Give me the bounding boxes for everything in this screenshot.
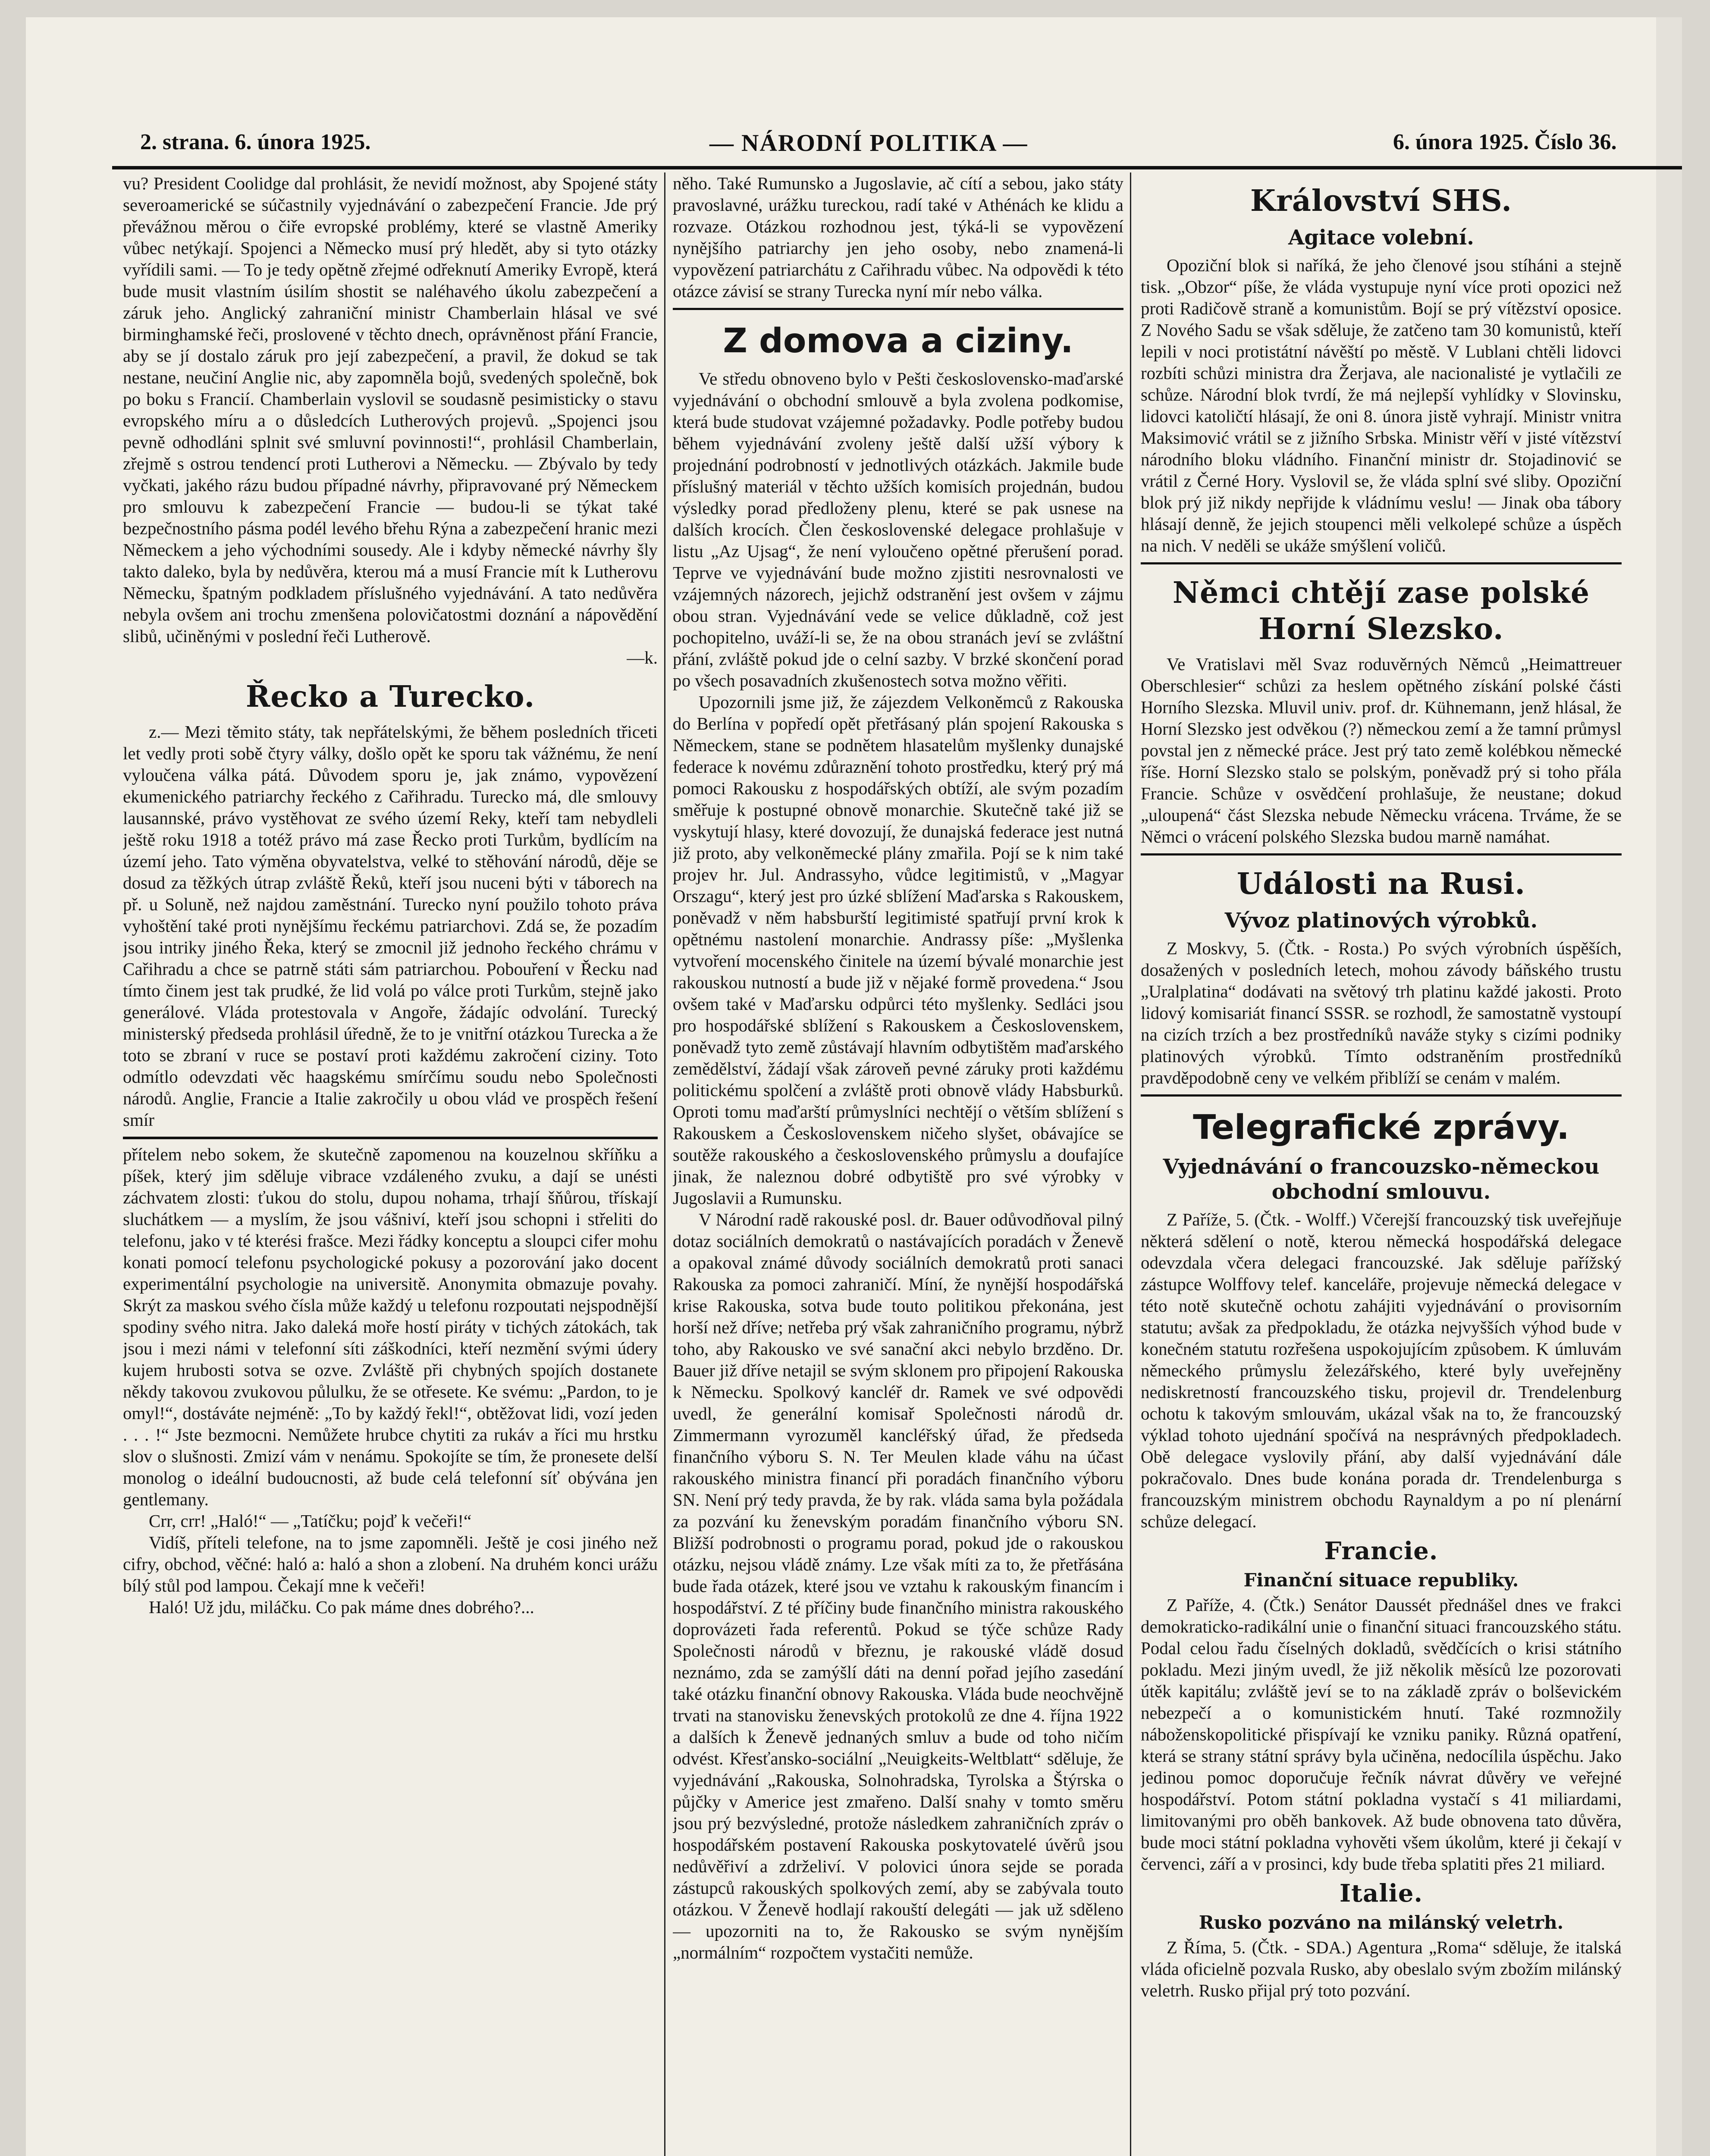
heading-nemci-horni-slezsko: Němci chtějí zase polské Horní Slezsko. — [1172, 576, 1590, 646]
header-date-right: 6. února 1925. Číslo 36. — [1393, 130, 1617, 154]
section-separator — [673, 308, 1123, 310]
heading-italie: Italie. — [1339, 1879, 1423, 1908]
feuilleton-text: přítelem nebo sokem, že skutečně zapomenou na kouzelnou skříňku a píšek, který jim sděluje vibrace vzdáleného zvuku, a dají se unésti záchvatem zlosti: ťukou do stolu, dupou nohama, trhají šňůrou, třískají sluchátkem — a myslím, že jsou vášniví, kteří jsou schopni i střeliti do telefonu, jako v té kterési frašce. Mezi řádky konceptu a sloupci cifer mohu konati pomocí telefonu psychologické pokusy a pozorování jako docent experimentální psychologie na universitě. Anonymita obmazuje povahy. Skrýt za maskou svého čísla může každý u telefonu rozpoutati nejspodnější spodiny svého nitra. Jako daleká moře hostí piráty v tichých zátokách, tak jsou i mezi námi v telefonní síti záškodníci, kteří nezmění svými údery kujem hrubosti sotva se ozve. Zvláště při chybných spojích dostanete někdy takovou zvukovou půlulku, že se otřesete. Ke svému: „Pardon, to je omyl!“, dostáváte nejméně: „To by každý řekl!“, obtěžovat lidi, vozí jeden . . . !“ Jste bezmocni. Nemůžete hrubce chytiti za rukáv a říci mu hrstku slov o slušnosti. Zmizí vám v nenámu. Spokojíte se tím, že pronesete delší monolog o ideální budoucnosti, až bude celá telefonní síť obývána jen gentlemany. — [123, 1144, 658, 1509]
article-shs-text: Opoziční blok si naříká, že jeho členové jsou stíháni a stejně tisk. „Obzor“ píše, že vláda vystupuje nyní více proti opozici než proti Radičově straně a komunistům. Bojí se prý vítězství oposice. Z Nového Sadu se však sděluje, že zatčeno tam 30 komunistů, kteří lepili v noci protistátní návěští po městě. V Lublani chtěli lidovci rozbíti schůzi ministra dra Žerjava, ale nacionalisté je vytlačili ze schůze. Národní blok tvrdí, že má nejlepší vyhlídky v Slovinsku, lidovci katoličtí hlásají, že oni 8. února jistě vyhrají. Ministr vnitra Maksimović vrátil se z jižního Srbska. Ministr věří v jisté vítězství národního bloku vládního. Finanční ministr dr. Stojadinović se vrátil z Černé Hory. Vyslovil se, že vláda splní své sliby. Opoziční blok prý již nikdy nepřijde k vládnímu veslu! — Jinak oba tábory hlásají denně, že jejich stoupenci měli velkolepé schůze a úspěch na nich. V neděli se ukáže smýšlení voličů. — [1141, 255, 1622, 555]
domova-paragraph-2: Upozornili jsme již, že zájezdem Velkoněmců z Rakouska do Berlína v popředí opět přetřásaný plán spojení Rakouska s Německem, stane se podnětem hlasatelům myšlenky dunajské federace k novému zdůraznění tohoto prostředku, který prý má pomoci Rakousku z hospodářských obtíží, ale svým pozadím směřuje k postupné obnově monarchie. Skutečně také již se vyskytují hlasy, které dovozují, že dunajská federace jest nutná již proto, aby velkoněmecké plány zmařila. Pojí se k nim také projev hr. Jul. Andrassyho, vůdce legitimistů, v „Magyar Orszagu“, který jest pro úzké sblížení Maďarska s Rakouskem, poněvadž v něm habsburští legitimisté spatřují první krok k opětnému nastolení monarchie. Andrassy píše: „Myšlenka vytvoření mocenského činitele na území bývalé monarchie jest rakouskou nutností a bude již v nějaké formě provedena.“ Jsou ovšem také v Maďarsku odpůrci této myšlenky. Sedláci jsou pro hospodářské sblížení s Rakouskem a Československem, poněvadž tyto země zůstávají hlavním odbytištěm maďarského zemědělství, žádají však zároveň pevné záruky proti každému politickému spolčení a zvláště proti obnově vlády Habsburků. Oproti tomu maďarští průmyslníci nechtějí o větším sblížení s Rakouskem a Československem ničeho slyšet, obávajíce se soutěže rakouského a československého průmyslu a doufajíce jinak, že naleznou dobré odbytiště pro své výrobky v Jugoslavii a Rumunsku. — [673, 692, 1123, 1208]
header-date-left: 2. strana. 6. února 1925. — [140, 130, 371, 154]
heading-udalosti-na-rusi: Události na Rusi. — [1236, 867, 1526, 901]
heading-z-domova-a-ciziny: Z domova a ciziny. — [723, 322, 1073, 360]
article-recko-text: z.— Mezi těmito státy, tak nepřátelskými, že během posledních třiceti let vedly proti sobě čtyry války, došlo opět ke sporu tak vážnému, že není vyloučena válka pátá. Důvodem sporu je, jak známo, vypovězení ekumenického patriarchy řeckého z Cařihradu. Turecko má, dle smlouvy lausannské, právo vystěhovat ze svého území Reky, kteří tam nebydleli ještě roku 1918 a totéž právo má zase Řecko proti Turkům, bydlícím na území jeho. Tato výměna obyvatelstva, velké to stěhování národů, děje se dosud za těžkých útrap zvláště Řeků, kteří jsou nuceni býti v táborech na př. u Soluně, než najdou zaměstnání. Turecko nyní použilo tohoto práva vyhoštění také proti nynějšímu řeckému patriarchovi. Zdá se, že pozadím jsou intriky jiného Řeka, který se zmocnil již jednoho řeckého chrámu v Cařihradu a chce se patrně státi sám patriarchou. Pobouření v Řecku nad tímto činem jest tak prudké, že lid volá po válce proti Turkům, stejně jako generálové. Vláda protestovala v Angoře, žádajíc odvolání. Turecký ministerský předseda prohlásil úředně, že to je vnitřní otázkou Turecka a že toto se zbraní v ruce se postaví proti každému zakročení ciziny. Toto odmítlo odevzdati věc haagskému smírčímu soudu nebo Společnosti národů. Anglie, Francie a Italie zakročily u obou vlád ve prospěch řešení smír — [123, 722, 658, 1130]
feuilleton-dialog: Crr, crr! „Haló!“ — „Tatíčku; pojď k večeři!“ — [149, 1511, 472, 1531]
article-rusi-text: Z Moskvy, 5. (Čtk. - Rosta.) Po svých výrobních úspěších, dosažených v posledních letech, mohou závody báňského trustu „Uralplatina“ dodávati na světový trh platinu každé jakosti. Proto lidový komisariát financí SSSR. se rozhodl, že samostatně vystoupí na cizích trzích a bez prostředníků naváže styky s cizími podniky platinových výrobků. Tímto odstraněním prostředníků pravděpodobně ceny ve velkém přiblíží se cenám v malém. — [1141, 938, 1622, 1087]
section-separator — [1141, 1094, 1622, 1097]
column-divider-2 — [1130, 172, 1131, 2156]
feuilleton-ending: Haló! Už jdu, miláčku. Co pak máme dnes dobrého?... — [149, 1597, 534, 1617]
article-italie-text: Z Říma, 5. (Čtk. - SDA.) Agentura „Roma“ sděluje, že italská vláda oficielně pozvala Rusko, aby obeslalo svým zbožím milánský veletrh. Rusko přijal prý toto pozvání. — [1141, 1937, 1622, 2000]
heading-recko-a-turecko: Řecko a Turecko. — [245, 680, 535, 714]
column-divider-1 — [664, 172, 665, 2156]
domova-paragraph-3: V Národní radě rakouské posl. dr. Bauer odůvodňoval pilný dotaz sociálních demokratů o nastávajících poradách v Ženevě a opakoval známé důvody sociálních demokratů proti sanaci Rakouska za pomoci zahraničí. Míní, že nynější hospodářská krise Rakouska, sotva bude touto politikou překonána, jest horší než dříve; netřeba prý však zahraničního programu, nýbrž toho, aby Rakousko ve své sanační akci nebylo brzděno. Dr. Bauer již dříve netajil se svým sklonem pro připojení Rakouska k Německu. Spolkový kancléř dr. Ramek ve své odpovědi uvedl, že generální komisař Společnosti národů dr. Zimmermann vyrozuměl kancléřský úřad, že předseda finančního výboru S. N. Ter Meulen klade váhu na účast rakouského ministra financí při poradách finančního výboru SN. Není prý tedy pravda, že by rak. vláda sama byla požádala za pozvání ku ženevským poradám finančního výboru SN. Bližší podrobnosti o programu porad, pokud jde o rakouskou otázku, nejsou vládě známy. Lze však míti za to, že přetřásána bude řada otázek, které jsou ve vztahu k rakouským financím i hospodářství. Z té příčiny bude finančního ministra rakouského doprovázeti řada referentů. Pokud se týče schůze Rady Společnosti národů v březnu, je rakouské vládě dosud neznámo, zda se zamýšlí dáti na denní pořad jejího zasedání také otázku finanční obnovy Rakouska. Vláda bude neochvějně trvati na stanovisku ženevských protokolů ze dne 4. října 1922 a dalších k Ženevě jednaných smluv a bude od toho ničím odvést. Křesťansko-sociální „Neuigkeits-Weltblatt“ sděluje, že vyjednávání „Rakouska, Solnohradska, Tyrolska a Štýrska o půjčky v Americe jest zmařeno. Další snahy v tomto směru jsou prý bezvýsledné, protože následkem zahraničních zpráv o hospodářském postavení Rakouska poskytovatelé úvěrů jsou nedůvěřiví a zdrželiví. V polovici února sejde se porada zástupců rakouských spolkových zemí, aby se zabývala touto otázkou. V Ženevě hodlají rakouští delegáti — jak už sděleno — upozorniti na to, že Rakousko se svým nynějším „normálním“ rozpočtem vystačiti nemůže. — [673, 1210, 1123, 1962]
article-signature: —k. — [627, 648, 658, 667]
column-2 — [673, 172, 1123, 2156]
subheading-vyvoz-platinovych-vyrobku: Vývoz platinových výrobků. — [1224, 909, 1538, 933]
heading-francie: Francie. — [1324, 1537, 1438, 1565]
article-francie-text: Z Paříže, 4. (Čtk.) Senátor Daussét přednášel dnes ve frakci demokraticko-radikální unie o finanční situaci francouzského státu. Podal celou řadu číselných dokladů, svědčících o krisi státního pokladu. Mezi jiným uvedl, že již několik měsíců lze pozorovati útěk kapitálu; zvláště jeví se to na základě zpráv o bolševickém nebezpečí a o komunistickém hnutí. Také rozmnožily náboženskopolitické přispívají ke vzniku paniky. Různá opatření, která se strany státní správy byla učiněna, nedocílila úspěchu. Jako jedinou pomoc doporučuje řečník návrat důvěry ve veřejné hospodářství. Potom státní pokladna vystačí s 41 miliardami, limitovanými pro oběh bankovek. Až bude obnovena tato důvěra, bude moci státní pokladna vyhověti všem úkolům, které ji čekají v červenci, září a v prosinci, kdy bude třeba splatiti přes 21 miliard. — [1141, 1595, 1622, 1874]
paper-edge-shadow — [1656, 17, 1682, 2156]
article-telegraf-text: Z Paříže, 5. (Čtk. - Wolff.) Včerejší francouzský tisk uveřejňuje některá sdělení o notě, kterou německá hospodářská delegace odevzdala včera delegaci francouzské. Jak sděluje pařížský zástupce Wolffovy telef. kanceláře, projevuje německá delegace v této notě skutečně ochotu zahájiti vyjednávání o provisorním statutu; avšak za předpokladu, že otázka nejvyšších výhod bude v konečném statutu rozřešena uspokojujícím způsobem. K úmluvám německého průmyslu železářského, které byly uveřejněny nediskretností francouzského tisku, projevil dr. Trendelenburg ochotu k takovým smlouvám, ukázal však na to, že francouzský výklad tohoto ujednání spočívá na nesprávných předpokladech. Obě delegace vyslovily přání, aby další vyjednávání dále pokračovalo. Dnes bude konána porada dr. Trendelenburga s francouzským ministrem obchodu Raynaldym a po ní plenární schůze delegací. — [1141, 1210, 1622, 1531]
section-separator — [1141, 562, 1622, 564]
article-nemci-text: Ve Vratislavi měl Svaz roduvěrných Němců „Heimattreuer Oberschlesier“ schůzi za heslem opětného získání polské části Horního Slezska. Mluvil univ. prof. dr. Kühnemann, jenž hlásal, že Horní Slezsko jest odvěkou (?) německou zemí a že tamní průmysl povstal jen z německé práce. Jest prý tato země kolébkou německé říše. Horní Slezsko stalo se polským, poněvadž prý si toho přála Francie. Schůze v osvědčení prohlašuje, že neustane; dokud „uloupená“ část Slezska nebude Německu vrácena. Trváme, že se Němci o vrácení polského Slezska budou marně namáhat. — [1141, 654, 1622, 846]
article-recko-box — [123, 721, 658, 1139]
subheading-financni-situace: Finanční situace republiky. — [1243, 1570, 1519, 1591]
article-lead-text: vu? President Coolidge dal prohlásit, že nevidí možnost, aby Spojené státy severoamerické se súčastnily vyjednávání o zabezpečení Francie. Jde prý převážnou měrou o čiře evropské problémy, které se vlastně Ameriky vůbec netýkají. Spojenci a Německo musí prý hledět, aby si tyto otázky vyřídili sami. — To je tedy opětně zřejmé odřeknutí Ameriky Evropě, která bude musit vlastním úsilím shostit se naléhavého úkolu zabezpečení a záruk jeho. Anglický zahraniční ministr Chamberlain hlásal ve své birminghamské řeči, proslovené v těchto dnech, oprávněnost přání Francie, aby se jí dostalo záruk pro její zabezpečení, a pravil, že dokud se tak nestane, neučiní Anglie nic, aby zapomněla bojů, svedených společně, bok po boku s Francií. Chamberlain vyslovil se soudasně pesimisticky o stavu evropského míru a o důsledcích Lutherových projevů. „Spojenci jsou pevně odhodláni splnit své smluvní povinnosti!“, prohlásil Chamberlain, zřejmě s ostrou tendencí proti Lutherovi a Německu. — Zbývalo by tedy vyčkati, jakého rázu budou případné návrhy, připravované prý Německem pro smlouvu k zabezpečení Francie — budou-li se týkat také bezpečnostního pásma podél levého břehu Rýna a zabezpečení hranic mezi Německem a jeho východními sousedy. Ale i kdyby německé návrhy šly takto daleko, byla by nedůvěra, kterou má a musí Francie mít k Lutherovu Německu, špatným podkladem příslušného vyjednávání. A tato nedůvěra nebyla ovšem ani trochu zmenšena polovičatostmi doznání a nápovědění slibů, učiněnými v poslední řeči Lutherově. — [123, 173, 658, 646]
feuilleton-paragraph: Vidíš, příteli telefone, na to jsme zapomněli. Ještě je cosi jiného než cifry, obchod, věčné: haló a: haló a shon a zlobení. Na druhém konci urážu bílý stůl pod lampou. Čekají mne k večeři! — [123, 1532, 658, 1595]
header-rule — [112, 166, 1682, 169]
column-1 — [123, 172, 658, 2156]
article-recko-continued: něho. Také Rumunsko a Jugoslavie, ač cítí a sebou, jako státy pravoslavné, urážku tureckou, radí také v Athénách ke klidu a rozvaze. Otázkou rozhodnou jest, týká-li se vypovězení nynějšího patriarchy jen jeho osoby, nebo znamená-li vypovězení patriarchátu z Cařihradu vůbec. Na odpovědi k této otázce závisí se strany Turecka nyní mír nebo válka. — [673, 173, 1123, 301]
subheading-agitace-volebni: Agitace volební. — [1288, 226, 1474, 250]
heading-telegraficke-zpravy: Telegrafické zprávy. — [1193, 1108, 1569, 1147]
heading-kralovstvi-shs: Království SHS. — [1250, 184, 1512, 218]
domova-paragraph-1: Ve středu obnoveno bylo v Pešti československo-maďarské vyjednávání o obchodní smlouvě a byla zvolena podkomise, která bude studovat vzájemné požadavky. Podle potřeby budou během vyjednávání zvoleny ještě další užší výbory k projednání podrobností v jednotlivých otázkách. Jakmile bude příslušný materiál v těchto užších komisích projednán, budou výsledky porad předloženy plenu, které se pak usnese na dalších krocích. Člen československé delegace prohlašuje v listu „Az Ujsag“, že není vyloučeno opětné přerušení porad. Teprve ve vyjednávání bude možno zjistiti nesrovnalosti ve vzájemných názorech, jejichž odstranění jest ovšem v zájmu obou stran. Vyjednávání vede se velice důkladně, což jest pochopitelno, uváží-li se, že na obou stranách jeví se zvláštní přání, zvláště pokud jde o celní sazby. V brzké skončení porad po všech posavadních zkušenostech sotva možno věřiti. — [673, 369, 1123, 690]
subheading-vyjednavani-obchodni-smlouva: Vyjednávání o francouzsko-německou obchodní smlouvu. — [1163, 1155, 1600, 1204]
subheading-rusko-pozvano: Rusko pozváno na milánský veletrh. — [1199, 1912, 1564, 1933]
column-3 — [1141, 172, 1622, 2156]
header-masthead: — NÁRODNÍ POLITIKA — — [709, 130, 1028, 157]
section-separator — [1141, 853, 1622, 856]
newspaper-page — [26, 17, 1682, 2156]
